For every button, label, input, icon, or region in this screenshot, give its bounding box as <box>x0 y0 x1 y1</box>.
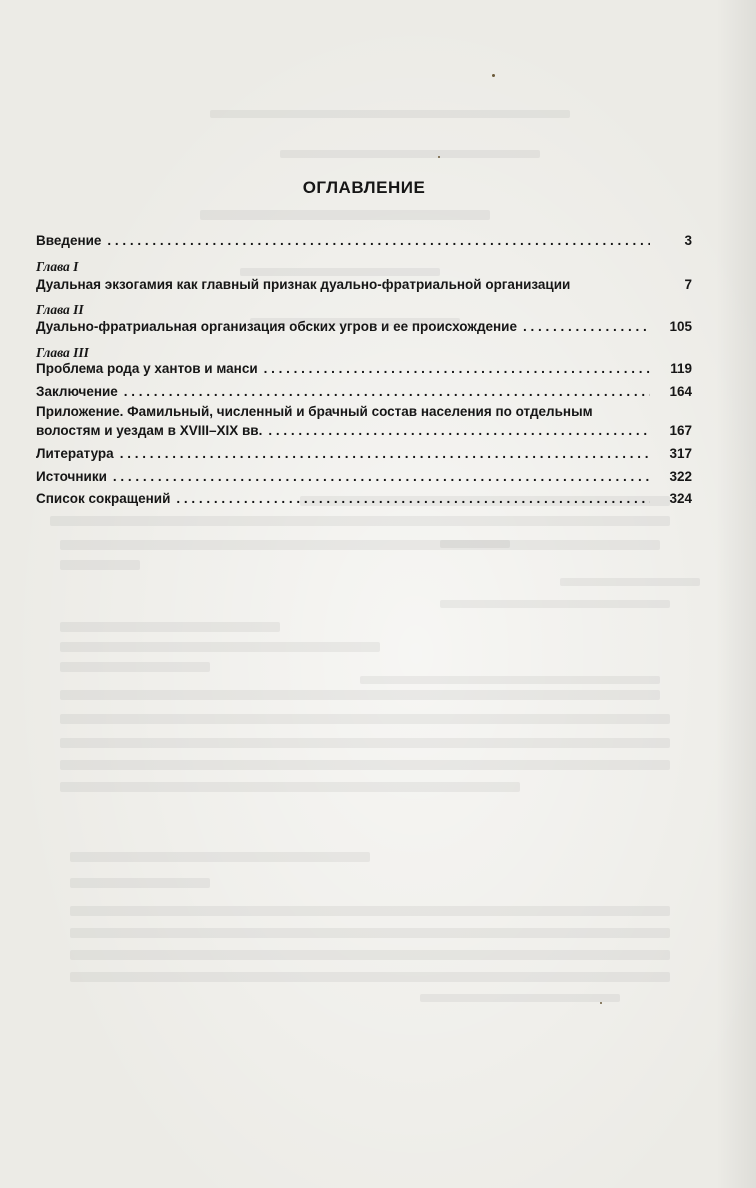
toc-entry-page: 105 <box>669 319 692 334</box>
toc-entry-title: Дуально-фратриальная организация обских угров и ее происхождение <box>36 319 517 334</box>
bleed-through <box>60 662 210 672</box>
bleed-through <box>70 950 670 960</box>
bleed-through <box>60 560 140 570</box>
bleed-through <box>70 928 670 938</box>
bleed-through <box>70 878 210 888</box>
toc-entry-page: 119 <box>670 361 692 376</box>
toc-entry-title: Заключение <box>36 384 118 399</box>
chapter-label: Глава III <box>36 345 89 360</box>
bleed-through <box>60 760 670 770</box>
dot-leader <box>176 491 650 506</box>
toc-entry-page: 3 <box>684 233 692 248</box>
bleed-through <box>560 578 700 586</box>
bleed-through <box>70 852 370 862</box>
bleed-through <box>60 642 380 652</box>
bleed-through <box>50 516 670 526</box>
toc-entry-appendix <box>36 423 692 445</box>
toc-entry-sources <box>36 469 692 491</box>
toc-entry-conclusion <box>36 384 692 406</box>
page-edge-shadow <box>716 0 756 1188</box>
bleed-through <box>360 676 660 684</box>
toc-entry-title: Дуальная экзогамия как главный признак дуально-фратриальной организации <box>36 277 571 292</box>
toc-entry-title: Список сокращений <box>36 491 171 506</box>
toc-entry-chapter-1 <box>36 277 692 299</box>
chapter-label: Глава I <box>36 259 79 274</box>
bleed-through <box>210 110 570 118</box>
dot-leader <box>268 423 650 438</box>
toc-entry-page: 164 <box>669 384 692 399</box>
bleed-through <box>60 540 660 550</box>
dot-leader <box>113 469 650 484</box>
toc-entry-page: 324 <box>669 491 692 506</box>
toc-entry-title: Введение <box>36 233 102 248</box>
dot-leader <box>124 384 650 399</box>
paper-speck <box>438 156 440 158</box>
bleed-through <box>440 540 510 548</box>
paper-speck <box>492 74 495 77</box>
bleed-through <box>280 150 540 158</box>
toc-entry-abbreviations <box>36 491 692 513</box>
bleed-through <box>70 972 670 982</box>
bleed-through <box>60 738 670 748</box>
dot-leader <box>523 319 650 334</box>
dot-leader <box>264 361 650 376</box>
toc-title: ОГЛАВЛЕНИЕ <box>302 178 426 197</box>
toc-entry-page: 7 <box>684 277 692 292</box>
toc-entry-appendix-line1: Приложение. Фамильный, численный и брачный состав населения по отдельным <box>36 404 593 419</box>
bleed-through <box>60 690 660 700</box>
chapter-label: Глава II <box>36 302 84 317</box>
bleed-through <box>70 906 670 916</box>
toc-entry-chapter-2 <box>36 319 692 341</box>
toc-entry-title: волостям и уездам в XVIII–XIX вв. <box>36 423 263 438</box>
paper-speck <box>600 1002 602 1004</box>
bleed-through <box>240 268 440 276</box>
toc-entry-title: Проблема рода у хантов и манси <box>36 361 258 376</box>
bleed-through <box>440 600 670 608</box>
dot-leader <box>120 446 650 461</box>
toc-entry-introduction <box>36 233 692 255</box>
bleed-through <box>60 622 280 632</box>
toc-entry-literature <box>36 446 692 468</box>
bleed-through <box>60 714 670 724</box>
bleed-through <box>60 782 520 792</box>
toc-entry-page: 167 <box>669 423 692 438</box>
dot-leader <box>107 233 650 248</box>
toc-entry-page: 322 <box>669 469 692 484</box>
toc-entry-chapter-3 <box>36 361 692 383</box>
toc-entry-title: Литература <box>36 446 114 461</box>
bleed-through <box>420 994 620 1002</box>
toc-entry-title: Источники <box>36 469 107 484</box>
bleed-through <box>200 210 490 220</box>
toc-entry-page: 317 <box>669 446 692 461</box>
